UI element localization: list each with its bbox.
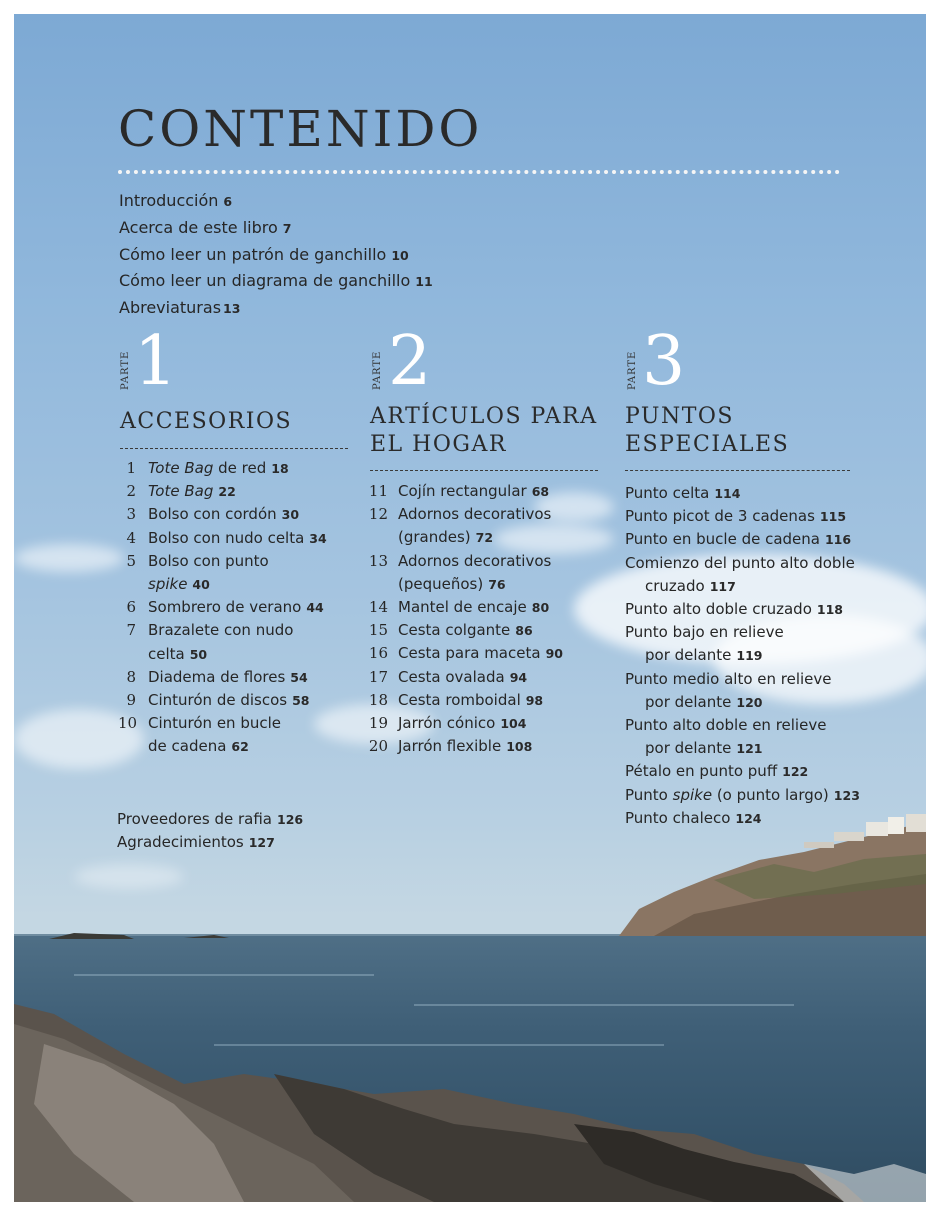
entry-number: 14 [368,598,388,617]
entry-number: 12 [368,505,388,524]
page-number: 127 [248,835,275,850]
intro-list [119,188,433,322]
toc-entry[interactable] [368,596,563,619]
intro-item[interactable] [119,188,433,215]
entry-title-line2: (grandes) [398,528,471,547]
part-label: PARTE [627,350,638,390]
entry-title-italic: spike [672,785,713,804]
appendix-item[interactable] [117,808,303,831]
part-3-list [625,482,860,830]
entry-number: 4 [126,528,136,547]
entry-title-italic: spike [148,575,188,594]
page-number: 90 [545,646,563,662]
appendix-item-label: Proveedores de rafia [117,810,272,828]
toc-entry[interactable] [368,642,563,665]
part-number: 1 [134,322,178,401]
entry-title: Comienzo del punto alto doble [625,553,855,572]
part-number: 3 [642,322,686,401]
entry-number: 11 [368,482,388,500]
page-number: 44 [306,600,324,616]
entry-number: 6 [126,598,136,617]
entry-title: Punto picot de 3 cadenas [625,507,815,526]
toc-entry[interactable] [368,619,563,642]
entry-number: 19 [368,714,388,733]
entry-number: 10 [118,714,138,733]
appendix-item[interactable] [117,831,303,854]
page-number: 104 [500,716,527,732]
page-number: 11 [415,274,433,290]
entry-title: Pétalo en punto puff [625,762,778,781]
toc-entry[interactable] [625,668,860,714]
page-number: 119 [736,648,763,664]
part-label: PARTE [372,350,383,390]
entry-title: Cojín rectangular [398,482,527,500]
entry-title-line2: por delante [645,739,732,758]
entry-number: 8 [126,667,136,686]
part-label: PARTE [120,350,131,390]
entry-title-line2: (pequeños) [398,574,484,593]
entry-title: Sombrero de verano [148,598,302,617]
page-number: 108 [506,739,533,755]
entry-title: Punto alto doble en relieve [625,716,827,735]
page-number: 121 [736,741,763,757]
page-number: 68 [531,484,550,499]
page-number: 72 [475,530,494,546]
page-number: 50 [189,646,208,662]
page-number: 80 [531,600,550,616]
toc-entry[interactable] [625,784,860,807]
toc-entry[interactable] [118,712,327,758]
entry-number: 5 [126,551,136,570]
intro-item-label: Abreviaturas [119,298,222,318]
entry-title: Mantel de encaje [398,598,527,617]
page-number: 116 [824,532,852,548]
page-number: 34 [309,530,327,546]
part-1-list [118,457,327,759]
entry-title-line2: celta [148,644,185,663]
page-number: 10 [391,247,409,263]
page-number: 118 [816,602,843,618]
page-number: 6 [223,194,233,209]
section-title: ACCESORIOS [120,409,293,434]
page-number: 7 [282,220,292,236]
toc-entry[interactable] [126,596,327,619]
section-title [625,403,789,459]
section-title-line: ESPECIALES [625,432,790,457]
toc-entry[interactable] [368,735,563,758]
appendix-list [117,808,303,854]
section-title-line: PUNTOS [625,404,734,429]
section-divider [625,470,850,471]
entry-title: Jarrón flexible [398,737,502,756]
toc-entry[interactable] [126,503,327,526]
intro-item-label: Introducción [119,191,219,210]
entry-title-italic: Tote Bag [148,459,214,477]
page-number: 115 [819,509,847,525]
entry-title: Diadema de flores [148,667,286,686]
toc-entry[interactable] [625,482,860,505]
page-number: 58 [292,693,310,709]
toc-entry[interactable] [625,760,860,783]
intro-item[interactable] [119,295,433,322]
page-number: 13 [223,301,241,317]
page-number: 62 [231,739,249,755]
page-number: 98 [525,692,544,708]
toc-entry[interactable] [625,621,860,667]
entry-number: 13 [368,551,388,570]
page-number: 40 [192,577,210,593]
toc-entry[interactable] [625,807,860,830]
toc-entry[interactable] [126,666,327,689]
toc-entry[interactable] [368,666,563,689]
toc-entry[interactable] [625,552,860,598]
section-title [370,403,598,459]
entry-title: Cesta ovalada [398,667,505,686]
entry-title: Punto bajo en relieve [625,623,784,642]
page-number: 54 [290,669,308,685]
page-number: 120 [736,694,763,710]
entry-number: 9 [126,691,136,710]
toc-entry[interactable] [625,505,860,528]
intro-item-label: Acerca de este libro [119,217,278,237]
entry-title: Adornos decorativos [398,505,552,524]
entry-title-line2: cruzado [645,576,705,595]
intro-item-label: Cómo leer un patrón de ganchillo [119,244,387,264]
toc-entry[interactable] [126,457,327,480]
page-number: 86 [515,623,533,639]
toc-entry[interactable] [368,712,563,735]
entry-title-rest: (o punto largo) [712,785,829,804]
page-number: 117 [709,578,736,594]
entry-title: Cinturón en bucle [148,714,282,733]
entry-number: 2 [126,482,136,501]
toc-entry[interactable] [126,619,327,665]
entry-title: Punto [625,785,673,804]
part-number: 2 [388,322,432,401]
entry-title: Punto medio alto en relieve [625,669,832,688]
entry-title: Bolso con nudo celta [148,528,305,547]
section-divider [120,448,348,449]
entry-title: Punto chaleco [625,808,731,827]
entry-number: 16 [368,644,388,663]
part-2-list [368,480,563,758]
entry-title: de red [213,459,267,477]
page-number: 30 [281,507,300,523]
intro-item[interactable] [119,242,433,269]
page-number: 22 [218,484,236,500]
page-number: 114 [714,486,741,501]
toc-entry[interactable] [368,550,563,596]
toc-entry[interactable] [368,480,563,503]
entry-title: Punto alto doble cruzado [625,600,812,619]
entry-title: Brazalete con nudo [148,621,294,640]
toc-entry[interactable] [368,503,563,549]
entry-number: 17 [368,667,388,686]
page-number: 76 [488,576,506,592]
appendix-item-label: Agradecimientos [117,833,244,851]
entry-title: Cesta colgante [398,621,511,640]
page-number: 94 [509,669,528,685]
page-number: 122 [782,764,809,780]
toc-entry[interactable] [625,598,860,621]
entry-number: 18 [368,690,388,709]
page-number: 18 [271,461,289,476]
toc-entry[interactable] [126,480,327,503]
toc-entry[interactable] [126,689,327,712]
entry-title: Bolso con punto [148,551,269,570]
entry-title-line2: de cadena [148,737,227,756]
entry-title: Bolso con cordón [148,505,277,524]
intro-item[interactable] [119,268,433,295]
toc-entry[interactable] [126,527,327,550]
toc-entry[interactable] [625,714,860,760]
entry-number: 3 [126,505,136,524]
entry-number: 20 [368,737,388,756]
entry-number: 7 [126,621,136,640]
page-number: 126 [277,812,304,827]
toc-entry[interactable] [368,689,563,712]
entry-title-italic: Tote Bag [148,482,214,501]
section-title-line: EL HOGAR [370,432,507,457]
page-number: 123 [833,787,860,803]
entry-title: Cinturón de discos [148,691,288,710]
toc-entry[interactable] [625,528,860,551]
title-divider [118,170,840,174]
intro-item[interactable] [119,215,433,242]
entry-title: Punto en bucle de cadena [625,530,820,549]
page-title: CONTENIDO [118,100,483,158]
entry-title-line2: por delante [645,692,732,711]
entry-title-line2: por delante [645,646,732,665]
page-number: 124 [735,810,762,826]
entry-title: Cesta romboidal [398,690,521,709]
entry-title: Adornos decorativos [398,551,552,570]
entry-title: Jarrón cónico [398,714,496,733]
section-divider [370,470,598,471]
entry-number: 15 [368,621,388,640]
entry-title: Cesta para maceta [398,644,541,663]
entry-title: Punto celta [625,484,710,502]
toc-entry[interactable] [126,550,327,596]
intro-item-label: Cómo leer un diagrama de ganchillo [119,271,411,291]
section-title-line: ARTÍCULOS PARA [370,404,598,429]
entry-number: 1 [126,459,136,477]
